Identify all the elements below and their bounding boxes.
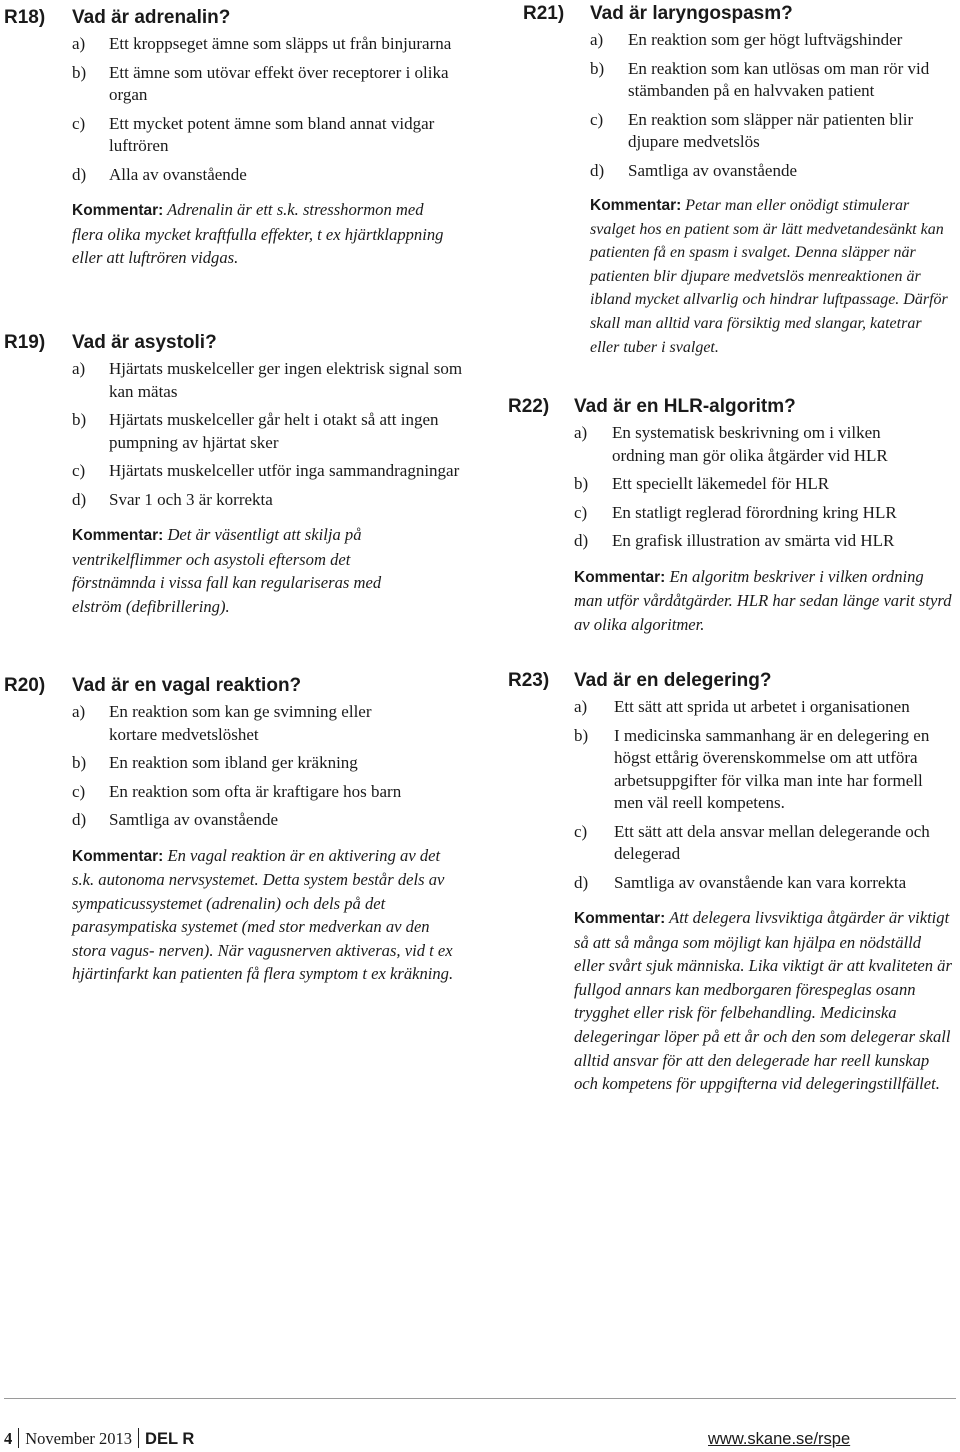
question-r18 xyxy=(4,7,464,286)
answer-option-a xyxy=(590,29,958,52)
option-text: En reaktion som ofta är kraftigare hos barn xyxy=(109,781,402,801)
answer-options xyxy=(590,29,958,182)
option-text: Ett kroppseget ämne som släpps ut från binjurarna xyxy=(109,34,452,53)
question-number: R18) xyxy=(4,7,46,28)
option-text: En systematisk beskrivning om i vilken ordning man gör olika åtgärder vid HLR xyxy=(612,423,888,465)
option-text: En reaktion som ibland ger kräkning xyxy=(109,753,358,772)
question-number: R23) xyxy=(508,670,550,691)
option-letter: a) xyxy=(590,30,604,49)
question-r23 xyxy=(508,670,958,1112)
option-letter: b) xyxy=(72,410,87,429)
answer-option-c xyxy=(72,113,464,158)
page-number: 4 xyxy=(4,1429,13,1448)
option-text: Samtliga av ovanstående xyxy=(109,810,279,829)
answer-option-c xyxy=(72,460,464,483)
option-text: Samtliga av ovanstående kan vara korrekta xyxy=(614,872,907,892)
answer-option-a xyxy=(72,33,464,56)
answer-options xyxy=(72,33,464,186)
footer-divider xyxy=(4,1398,956,1399)
comment-text: Det är väsentligt att skilja på ventrikelflimmer och asystoli eftersom det förstnämnda i vissa fall kan regulariseras med elström (defibrillering). xyxy=(72,525,382,616)
answer-option-b xyxy=(72,62,464,107)
answer-option-a xyxy=(574,422,958,467)
footer-section: DEL R xyxy=(145,1430,195,1448)
comment xyxy=(72,844,457,987)
answer-option-d xyxy=(574,530,958,553)
footer-separator xyxy=(138,1428,139,1448)
answer-option-d xyxy=(72,164,464,187)
comment-label: Kommentar: xyxy=(72,202,164,219)
option-letter: b) xyxy=(590,58,605,78)
answer-option-c xyxy=(590,109,958,154)
option-letter: b) xyxy=(574,725,589,745)
option-text: En reaktion som kan utlösas om man rör vid stämbanden på en halvvaken patient xyxy=(628,58,930,100)
footer-separator xyxy=(18,1428,19,1448)
option-letter: c) xyxy=(72,781,86,801)
question-r20 xyxy=(4,675,464,1003)
option-text: Hjärtats muskelceller går helt i otakt så att ingen pumpning av hjärtat sker xyxy=(109,410,439,452)
comment-label: Kommentar: xyxy=(72,847,164,865)
answer-option-c xyxy=(574,821,958,866)
answer-option-b xyxy=(590,58,958,103)
option-text: Hjärtats muskelceller ger ingen elektrisk signal som kan mätas xyxy=(109,359,463,401)
option-letter: d) xyxy=(574,872,589,892)
comment xyxy=(590,194,952,359)
question-number: R20) xyxy=(4,675,46,696)
answer-option-b xyxy=(574,725,958,815)
answer-options xyxy=(72,701,464,832)
option-text: En reaktion som släpper när patienten blir djupare medvetslös xyxy=(628,109,914,151)
answer-option-b xyxy=(72,409,464,454)
option-text: Ett speciellt läkemedel för HLR xyxy=(612,474,830,493)
option-text: Alla av ovanstående xyxy=(109,164,247,184)
answer-options xyxy=(574,696,958,894)
question-number: R19) xyxy=(4,332,46,353)
answer-option-d xyxy=(574,872,958,895)
question-title: Vad är asystoli? xyxy=(72,332,217,353)
option-letter: a) xyxy=(72,359,86,378)
answer-options xyxy=(72,358,464,511)
page-footer xyxy=(4,1428,194,1449)
option-text: Ett ämne som utövar effekt över receptorer i olika organ xyxy=(109,62,449,104)
option-letter: b) xyxy=(574,474,589,493)
comment-label: Kommentar: xyxy=(72,527,164,544)
option-text: En reaktion som ger högt luftvägshinder xyxy=(628,30,903,49)
answer-option-b xyxy=(72,752,464,775)
question-title: Vad är en HLR-algoritm? xyxy=(574,396,796,417)
option-text: Ett sätt att dela ansvar mellan delegerande och delegerad xyxy=(614,821,930,863)
answer-option-a xyxy=(72,701,464,746)
comment-label: Kommentar: xyxy=(574,910,666,927)
comment xyxy=(72,198,457,270)
option-letter: a) xyxy=(72,34,86,53)
option-text: Samtliga av ovanstående xyxy=(628,160,798,180)
option-letter: d) xyxy=(72,489,87,509)
comment xyxy=(574,906,952,1096)
comment xyxy=(72,523,417,618)
answer-option-a xyxy=(72,358,464,403)
option-letter: d) xyxy=(590,160,605,180)
question-r22 xyxy=(508,396,958,653)
option-letter: b) xyxy=(72,753,87,772)
option-letter: a) xyxy=(574,423,588,442)
option-letter: c) xyxy=(72,113,86,133)
option-letter: c) xyxy=(574,821,588,841)
question-title: Vad är en delegering? xyxy=(574,670,772,691)
question-title: Vad är laryngospasm? xyxy=(590,3,793,24)
answer-option-c xyxy=(574,502,958,525)
comment-label: Kommentar: xyxy=(590,197,682,214)
option-text: En reaktion som kan ge svimning eller kortare medvetslöshet xyxy=(109,702,372,744)
option-text: En grafisk illustration av smärta vid HLR xyxy=(612,531,895,550)
comment-text: En algoritm beskriver i vilken ordning man utför vårdåtgärder. HLR har sedan länge varit styrd av olika algoritmer. xyxy=(574,566,952,634)
option-text: Svar 1 och 3 är korrekta xyxy=(109,489,273,509)
question-title: Vad är adrenalin? xyxy=(72,7,231,28)
question-r19 xyxy=(4,332,464,635)
option-letter: c) xyxy=(72,461,86,480)
answer-option-d xyxy=(72,809,464,832)
footer-website-link[interactable]: www.skane.se/rspe xyxy=(708,1430,851,1448)
option-letter: c) xyxy=(574,502,588,522)
comment-text: Petar man eller onödigt stimulerar svalget hos en patient som är lätt medvetandesänkt kan patienten få en spasm i svalget. Denna släpper när patienten blir djupare medvetslös menreaktionen är ibland mycket allvarlig och hindrar luftpassage. Därför skall man alltid vara försiktig med slangar, katetrar eller tuber i svalget. xyxy=(590,197,948,356)
option-letter: b) xyxy=(72,62,87,82)
comment xyxy=(574,565,952,637)
option-letter: d) xyxy=(72,810,87,829)
answer-option-d xyxy=(590,160,958,183)
question-number: R21) xyxy=(523,3,565,24)
option-text: Hjärtats muskelceller utför inga sammandragningar xyxy=(109,461,460,480)
answer-option-c xyxy=(72,781,464,804)
answer-option-b xyxy=(574,473,958,496)
option-text: Ett mycket potent ämne som bland annat vidgar luftrören xyxy=(109,113,435,155)
answer-option-a xyxy=(574,696,958,719)
option-text: Ett sätt att sprida ut arbetet i organisationen xyxy=(614,697,910,716)
footer-date: November 2013 xyxy=(25,1429,133,1448)
comment-text: Adrenalin är ett s.k. stresshormon med flera olika mycket kraftfulla effekter, t ex hjärtklappning eller att luftrören vidgas. xyxy=(72,200,444,268)
comment-label: Kommentar: xyxy=(574,568,666,586)
option-letter: c) xyxy=(590,109,604,129)
option-text: I medicinska sammanhang är en delegering en högst ettårig överenskommelse om att utföra arbetsuppgifter för vilka man inte har formell men väl reell kompetens. xyxy=(614,725,930,812)
option-text: En statligt reglerad förordning kring HLR xyxy=(612,502,897,522)
option-letter: a) xyxy=(72,702,86,721)
comment-text: En vagal reaktion är en aktivering av det s.k. autonoma nervsystemet. Detta system består dels av sympaticussystemet (adrenalin) och dels på det parasympatiska systemet (med stor medverkan av den stora vagus- nerven). När vagusnerven aktiveras, vid t ex hjärtinfarkt kan patienten få flera symptom t ex kräkning. xyxy=(72,845,454,984)
option-letter: a) xyxy=(574,697,588,716)
option-letter: d) xyxy=(72,164,87,184)
question-number: R22) xyxy=(508,396,550,417)
question-title: Vad är en vagal reaktion? xyxy=(72,675,302,696)
option-letter: d) xyxy=(574,531,589,550)
answer-option-d xyxy=(72,489,464,512)
question-r21 xyxy=(523,3,958,375)
comment-text: Att delegera livsviktiga åtgärder är viktigt så att så många som möjligt kan hjälpa en nödställd eller svårt sjuk människa. Lika viktigt är att kvaliteten är fullgod annars kan medborgaren förespeglas osann trygghet eller risk för felbehandling. Medicinska delegeringar löper på ett år och den som delegerar skall alltid ansvar för att den delegerade har reell kunskap och kompetens för uppgifterna vid delegeringstillfället. xyxy=(574,908,952,1094)
answer-options xyxy=(574,422,958,553)
